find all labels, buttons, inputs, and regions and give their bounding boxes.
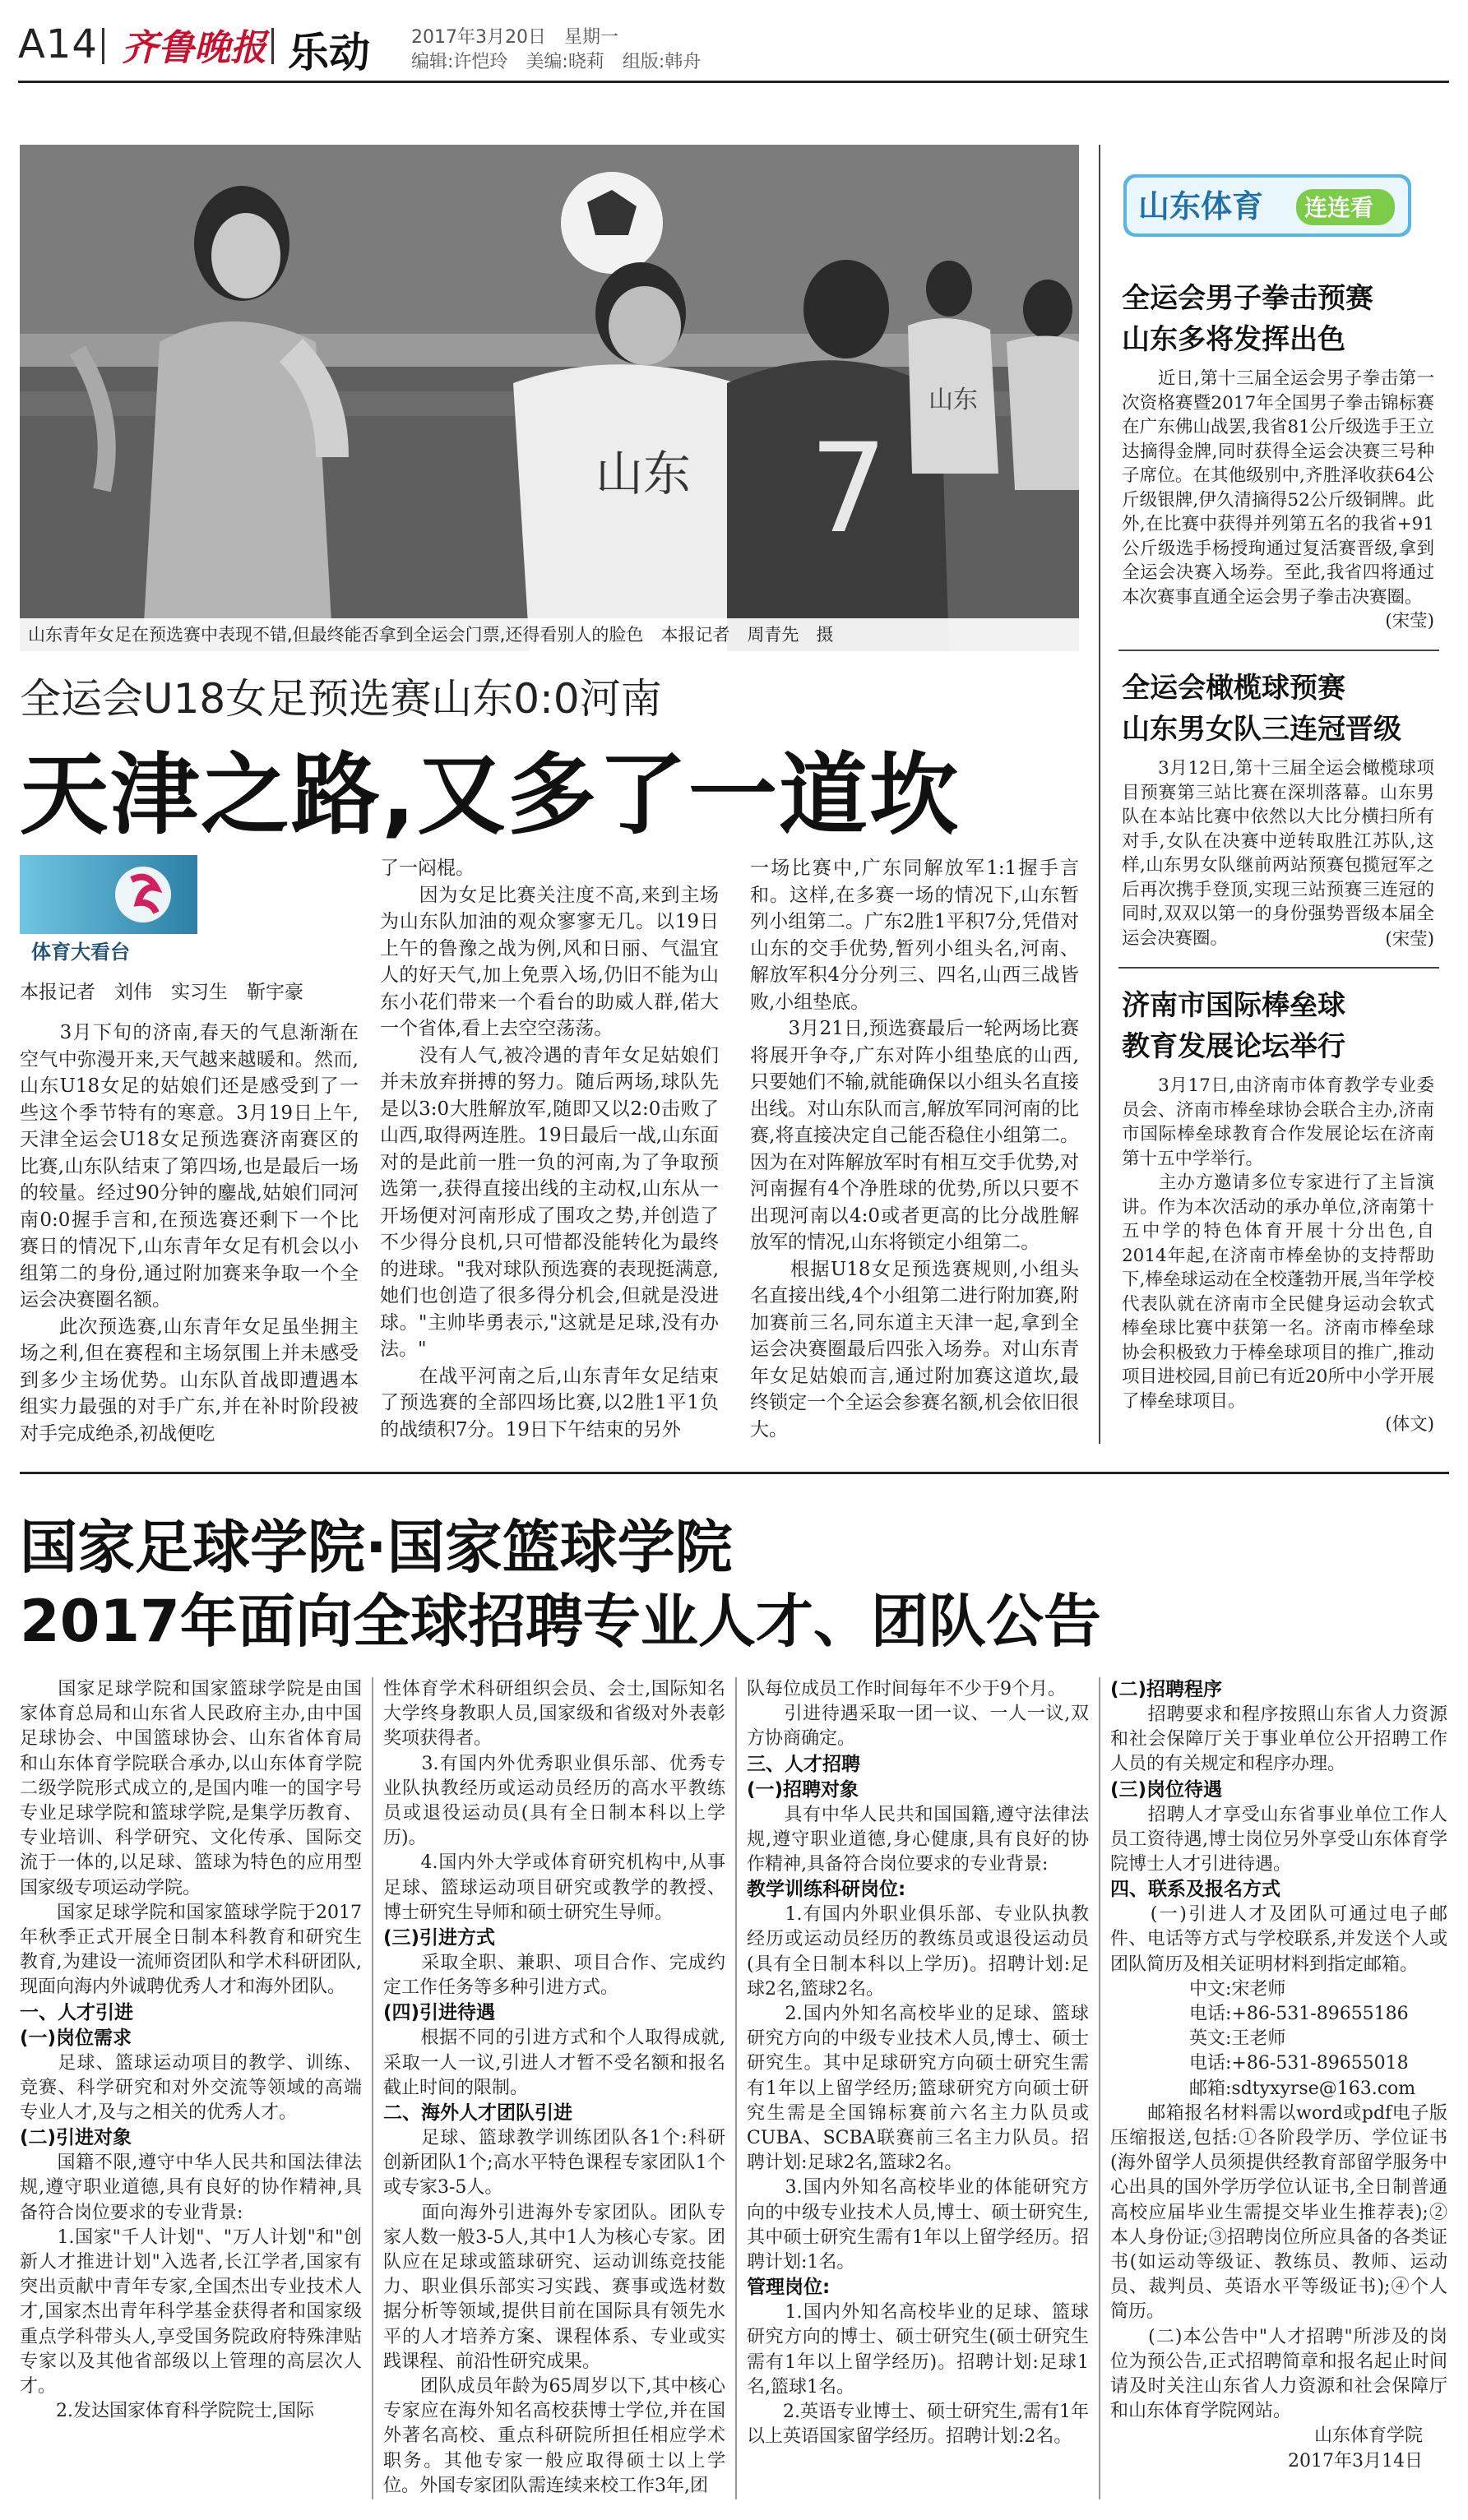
date-line: 2017年3月20日 星期一 xyxy=(411,27,618,48)
article-headline: 天津之路,又多了一道坎 xyxy=(20,744,961,847)
sidebar-logo-graphic xyxy=(1123,171,1411,240)
announcement-heading: 三、人才招聘 xyxy=(747,1753,860,1775)
announcement-paragraph: 面向海外引进海外专家团队。团队专家人数一般3-5人,其中1人为核心专家。团队应在足球或篮球研究、运动训练竞技能力、职业俱乐部实习实践、赛事或选材数据分析等领域,提供目前在国际具有领先水平的人才培养方案、课程体系、专业或实践课程、前沿性研究成果。 xyxy=(383,2202,725,2372)
announcement-paragraph: 2.国内外知名高校毕业的足球、篮球研究方向的中级专业技术人员,博士、硕士研究生。其中足球研究方向硕士研究生需有1年以上留学经历;篮球研究方向硕士研究生需是全国锦标赛前六名主力队员或CUBA、SCBA联赛前三名主力队员。招聘计划:足球2名,篮球2名。 xyxy=(747,2004,1089,2174)
brief-author-3: (体文) xyxy=(1385,1414,1434,1435)
announcement-paragraph: (一)引进人才及团队可通过电子邮件、电话等方式与学校联系,并发送个人或团队简历及相关证明材料到指定邮箱。 xyxy=(1110,1904,1447,1975)
contact-line: 英文:王老师 xyxy=(1189,2028,1286,2050)
announcement-column-3 xyxy=(747,1677,1089,2449)
announcement-title-line1: 国家足球学院·国家篮球学院 xyxy=(20,1514,733,1581)
announcement-column-4 xyxy=(1110,1677,1447,2474)
announcement-heading: (二)招聘程序 xyxy=(1110,1679,1223,1700)
announcement-paragraph: 招聘人才享受山东省事业单位工作人员工资待遇,博士岗位另外享受山东体育学院博士人才引进待遇。 xyxy=(1110,1804,1447,1875)
announcement-heading: 一、人才引进 xyxy=(20,2001,133,2023)
announcement-title-line2: 2017年面向全球招聘专业人才、团队公告 xyxy=(20,1588,1101,1655)
column-name: 体育大看台 xyxy=(31,941,130,964)
announcement-paragraph: 具有中华人民共和国国籍,遵守法律法规,遵守职业道德,身心健康,具有良好的协作精神,具备符合岗位要求的专业背景: xyxy=(747,1804,1089,1875)
announcement-paragraph: 引进待遇采取一团一议、一人一议,双方协商确定。 xyxy=(747,1704,1089,1750)
brief-title-1: 全运会男子拳击预赛 山东多将发挥出色 xyxy=(1122,282,1373,356)
announcement-heading: (四)引进待遇 xyxy=(383,2002,496,2024)
announcement-column-1 xyxy=(20,1677,362,2424)
header-rule xyxy=(18,81,1449,83)
brief-author-1: (宋莹) xyxy=(1385,611,1434,631)
announcement-paragraph: 3.有国内外优秀职业俱乐部、优秀专业队执教经历或运动员经历的高水平教练员或退役运动员(具有全日制本科以上学历)。 xyxy=(383,1753,725,1849)
column-badge xyxy=(20,855,197,967)
announcement-heading: (二)引进对象 xyxy=(20,2127,132,2149)
match-photo-illustration xyxy=(20,145,1079,651)
brief-body-2: 3月12日,第十三届全运会橄榄球项目预赛第三站比赛在深圳落幕。山东男队在本站比赛中依然以大比分横扫所有对手,女队在决赛中逆转取胜江苏队,这样,山东男女队继前两站预赛包揽冠军之后再次携手登顶,实现三站预赛三连冠的同时,双双以第一的身份强势晋级本届全运会决赛圈。 xyxy=(1122,758,1434,949)
section-rule xyxy=(20,1472,1449,1474)
brief-body-3: 3月17日,由济南市体育教学专业委员会、济南市棒垒球协会联合主办,济南市国际棒垒球教育合作发展论坛在济南第十五中学举行。 主办方邀请多位专家进行了主旨演讲。作为本次活动的承办单位,济南第十五中学的特色体育开展十分出色,自2014年起,在济南市棒垒协的支持帮助下,棒垒球运动在全校蓬勃开展,当年学校代表队就在济南市全民健身运动会软式棒垒球比赛中获第一名。济南市棒垒球协会积极致力于棒垒球项目的推广,推动项目进校园,目前已有近20所中小学开展了棒垒球项目。 xyxy=(1122,1075,1434,1412)
header-divider xyxy=(271,28,274,64)
article-subtitle: 全运会U18女足预选赛山东0:0河南 xyxy=(20,675,662,723)
announcement-paragraph: 邮箱报名材料需以word或pdf电子版压缩报送,包括:①各阶段学历、学位证书(海外留学人员须提供经教育部留学服务中心出具的国外学历学位认证书,全日制普通高校应届毕业生需提交毕业生推荐表);②本人身份证;③招聘岗位所应具备的各类证书(如运动等级证、教练员、教师、运动员、裁判员、英语水平等级证书);④个人简历。 xyxy=(1110,2102,1447,2323)
brief-separator xyxy=(1118,967,1439,969)
announcement-paragraph: 2.英语专业博士、硕士研究生,需有1年以上英语国家留学经历。招聘计划:2名。 xyxy=(747,2402,1089,2448)
brief-body-1: 近日,第十三届全运会男子拳击第一次资格赛暨2017年全国男子拳击锦标赛在广东佛山战罢,我省81公斤级选手王立达摘得金牌,同时获得全运会决赛三号种子席位。在其他级别中,齐胜泽收获64公斤级银牌,伊久清摘得52公斤级铜牌。此外,在比赛中获得并列第五名的我省+91公斤级选手杨授珣通过复活赛晋级,拿到全运会决赛入场券。至此,我省四将通过本次赛事直通全运会男子拳击决赛圈。 xyxy=(1122,368,1434,608)
announcement-heading: 二、海外人才团队引进 xyxy=(383,2102,572,2125)
article-column-1: 3月下旬的济南,春天的气息渐渐在空气中弥漫开来,天气越来越暖和。然而,山东U18女足的姑娘们还是感受到了一些这个季节特有的寒意。3月19日上午,天津全运会U18女足预选赛济南赛区的比赛,山东队结束了第四场,也是最后一场的较量。经过90分钟的鏖战,姑娘们同河南0:0握手言和,在预选赛还剩下一个比赛日的情况下,山东青年女足有机会以小组第二的身份,通过附加赛来争取一个全运会决赛圈名额。 此次预选赛,山东青年女足虽坐拥主场之利,但在赛程和主场氛围上并未感受到多少主场优势。山东队首战即遭遇本组实力最强的对手广东,并在补时阶段被对手完成绝杀,初战便吃 xyxy=(20,1022,359,1445)
announcement-heading: (三)岗位待遇 xyxy=(1110,1778,1223,1801)
announcement-paragraph: 3.国内外知名高校毕业的体能研究方向的中级专业技术人员,博士、硕士研究生,其中硕士研究生需有1年以上留学经历。招聘计划:1名。 xyxy=(747,2177,1089,2273)
announcement-paragraph: 采取全职、兼职、项目合作、完成约定工作任务等多种引进方式。 xyxy=(383,1953,725,1999)
newspaper-logo: 齐鲁晚报 xyxy=(122,27,266,69)
announcement-paragraph: 团队成员年龄为65周岁以下,其中核心专家应在海外知名高校获博士学位,并在国外著名高校、重点科研院所担任相应学术职务。其他专家一般应取得硕士以上学位。外国专家团队需连续来校工作3年,团 xyxy=(383,2376,725,2496)
announcement-paragraph: (二)本公告中"人才招聘"所涉及的岗位为预公告,正式招聘简章和报名起止时间请及时关注山东省人力资源和社会保障厅和山东体育学院网站。 xyxy=(1110,2326,1447,2422)
article-column-2: 了一闷棍。 因为女足比赛关注度不高,来到主场为山东队加油的观众寥寥无几。以19日上午的鲁豫之战为例,风和日丽、气温宜人的好天气,加上免票入场,仍旧不能为山东小花们带来一个看台的助威人群,偌大一个省体,看上去空空荡荡。 没有人气,被冷遇的青年女足姑娘们并未放弃拼搏的努力。随后两场,球队先是以3:0大胜解放军,随即又以2:0击败了山西,取得两连胜。19日最后一战,山东面对的是此前一胜一负的河南,为了争取预选第一,获得直接出线的主动权,山东从一开场便对河南形成了围攻之势,并创造了不少得分良机,只可惜都没能转化为最终的进球。"我对球队预选赛的表现挺满意,她们也创造了很多得分机会,但就是没进球。"主帅毕勇表示,"这就是足球,没有办法。" 在战平河南之后,山东青年女足结束了预选赛的全部四场比赛,以2胜1平1负的战绩积7分。19日下午结束的另外 xyxy=(380,858,719,1440)
announcement-column-2 xyxy=(383,1677,725,2499)
sidebar-divider xyxy=(1099,145,1100,1444)
contact-line: 中文:宋老师 xyxy=(1189,1978,1286,2000)
announcement-heading: 管理岗位: xyxy=(747,2277,831,2299)
announcement-paragraph: 招聘要求和程序按照山东省人力资源和社会保障厅关于事业单位公开招聘工作人员的有关规定和程序办理。 xyxy=(1110,1704,1447,1775)
jersey-number: 7 xyxy=(809,418,888,561)
announcement-heading: 四、联系及报名方式 xyxy=(1110,1879,1280,1901)
article-byline: 本报记者 刘伟 实习生 靳宇豪 xyxy=(20,982,303,1003)
announcement-paragraph: 队每位成员工作时间每年不少于9个月。 xyxy=(747,1679,1066,1699)
contact-line: 电话:+86-531-89655018 xyxy=(1189,2053,1409,2074)
sidebar-logo-text: 山东体育 xyxy=(1138,188,1264,224)
editors-line: 编辑:许恺玲 美编:晓莉 组版:韩舟 xyxy=(411,52,702,72)
announcement-paragraph: 4.国内外大学或体育研究机构中,从事足球、篮球运动项目研究或教学的教授、博士研究生导师和硕士研究生导师。 xyxy=(383,1852,725,1923)
sidebar-logo xyxy=(1123,171,1411,240)
match-photo xyxy=(20,145,1079,651)
contact-line: 电话:+86-531-89655186 xyxy=(1189,2004,1409,2025)
announcement-paragraph: 2.发达国家体育科学院院士,国际 xyxy=(20,2401,314,2422)
brief-title-3: 济南市国际棒垒球 教育发展论坛举行 xyxy=(1122,989,1345,1063)
page-header xyxy=(0,0,1468,79)
announcement-heading: (一)招聘对象 xyxy=(747,1778,859,1801)
signature-line: 2017年3月14日 xyxy=(1288,2450,1423,2471)
brief-title-2: 全运会橄榄球预赛 山东男女队三连冠晋级 xyxy=(1122,672,1401,746)
article-column-3: 一场比赛中,广东同解放军1:1握手言和。这样,在多赛一场的情况下,山东暂列小组第二。广东2胜1平积7分,凭借对山东的交手优势,暂列小组头名,河南、解放军积4分分列三、四名,山西三战皆败,小组垫底。 3月21日,预选赛最后一轮两场比赛将展开争夺,广东对阵小组垫底的山西,只要她们不输,就能确保以小组头名直接出线。对山东队而言,解放军同河南的比赛,将直接决定自己能否稳住小组第二。因为在对阵解放军时有相互交手优势,对河南握有4个净胜球的优势,所以只要不出现河南以4:0或者更高的比分战胜解放军的情况,山东将锁定小组第二。 根据U18女足预选赛规则,小组头名直接出线,4个小组第二进行附加赛,附加赛前三名,同东道主天津一起,拿到全运会决赛圈最后四张入场券。对山东青年女足姑娘而言,通过附加赛这道坎,最终锁定一个全运会参赛名额,机会依旧很大。 xyxy=(750,858,1079,1440)
sidebar-logo-badge: 连连看 xyxy=(1304,194,1374,221)
section-name: 乐动 xyxy=(288,29,370,76)
jersey-text-background: 山东 xyxy=(928,386,978,414)
column-divider xyxy=(735,1677,737,2499)
column-badge-graphic xyxy=(20,855,197,967)
announcement-paragraph: 性体育学术科研组织会员、会士,国际知名大学终身教职人员,国家级和省级对外表彰奖项获得者。 xyxy=(383,1679,725,1750)
announcement-paragraph: 1.有国内外职业俱乐部、专业队执教经历或运动员经历的教练员或退役运动员(具有全日制本科以上学历)。招聘计划:足球2名,篮球2名。 xyxy=(747,1904,1089,2000)
page-number: A14 xyxy=(18,21,98,67)
announcement-paragraph: 足球、篮球运动项目的教学、训练、竞赛、科学研究和对外交流等领域的高端专业人才,及与之相关的优秀人才。 xyxy=(20,2052,362,2124)
photo-caption: 山东青年女足在预选赛中表现不错,但最终能否拿到全运会门票,还得看别人的脸色 本报记者 周青先 摄 xyxy=(20,618,1079,651)
jersey-text: 山东 xyxy=(595,446,692,502)
brief-separator xyxy=(1118,650,1439,651)
brief-author-2: (宋莹) xyxy=(1385,929,1434,950)
column-divider xyxy=(372,1677,373,2499)
announcement-heading: (一)岗位需求 xyxy=(20,2027,132,2049)
announcement-paragraph: 1.国内外知名高校毕业的足球、篮球研究方向的博士、硕士研究生(硕士研究生需有1年以上留学经历)。招聘计划:足球1名,篮球1名。 xyxy=(747,2302,1089,2397)
announcement-paragraph: 国家足球学院和国家篮球学院于2017年秋季正式开展全日制本科教育和研究生教育,为建设一流师资团队和学术科研团队,现面向海内外诚聘优秀人才和海外团队。 xyxy=(20,1902,362,1998)
contact-line: 邮箱:sdtyxyrse@163.com xyxy=(1189,2078,1416,2099)
announcement-paragraph: 根据不同的引进方式和个人取得成就,采取一人一议,引进人才暂不受名额和报名截止时间的限制。 xyxy=(383,2028,725,2098)
announcement-paragraph: 1.国家"千人计划"、"万人计划"和"创新人才推进计划"入选者,长江学者,国家有突出贡献中青年专家,全国杰出专业技术人才,国家杰出青年科学基金获得者和国家级重点学科带头人,享受国务院政府特殊津贴专家以及其他省部级以上管理的高层次人才。 xyxy=(20,2226,362,2397)
column-divider xyxy=(1099,1677,1100,2499)
announcement-heading: (三)引进方式 xyxy=(383,1927,496,1949)
announcement-paragraph: 国家足球学院和国家篮球学院是由国家体育总局和山东省人民政府主办,由中国足球协会、中国篮球协会、山东省体育局和山东体育学院联合承办,以山东体育学院二级学院形式成立的,是国内唯一的国字号专业足球学院和篮球学院,是集学历教育、专业培训、科学研究、文化传承、国际交流于一体的,以足球、篮球为特色的应用型国家级专项运动学院。 xyxy=(20,1679,362,1898)
header-divider xyxy=(102,28,104,64)
announcement-paragraph: 国籍不限,遵守中华人民共和国法律法规,遵守职业道德,具有良好的协作精神,具备符合岗位要求的专业背景: xyxy=(20,2152,362,2223)
signature-line: 山东体育学院 xyxy=(1313,2425,1423,2447)
announcement-paragraph: 足球、篮球教学训练团队各1个:科研创新团队1个;高水平特色课程专家团队1个或专家3-5人。 xyxy=(383,2128,725,2199)
announcement-heading: 教学训练科研岗位: xyxy=(747,1879,906,1901)
